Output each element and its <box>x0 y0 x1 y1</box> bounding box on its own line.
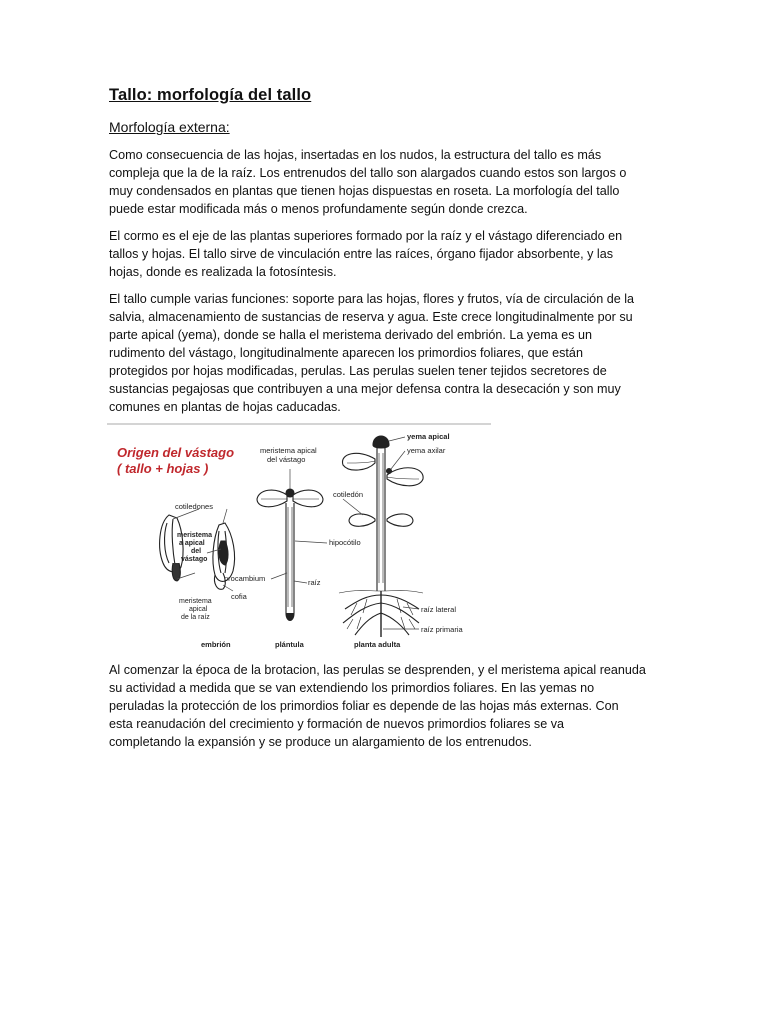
label-meristema-apical-vastago-1: meristema <box>177 532 213 539</box>
label-raiz-lateral: raíz lateral <box>421 605 457 614</box>
text-line: tallos y hojas. El tallo sirve de vinculación entre las raíces, órgano fijador absorbente, y las <box>109 247 614 261</box>
text-line: rudimento del vástago, longitudinalmente aparecen los primordios foliares, que están <box>109 346 583 360</box>
label-cofia: cofia <box>231 592 247 601</box>
label-cotiledones: cotiledones <box>175 502 213 511</box>
label-meristema-raiz-3: de la raíz <box>181 614 210 621</box>
text-line: hojas, donde es realizada la fotosíntesis. <box>109 265 337 279</box>
text-line: El cormo es el eje de las plantas superiores formado por la raíz y el vástago diferenciado en <box>109 229 623 243</box>
paragraph-4 <box>109 661 669 751</box>
caption-plantula: plántula <box>275 640 304 649</box>
seedling-drawing <box>257 489 323 621</box>
paragraph-2 <box>109 227 669 281</box>
paragraph-3 <box>109 290 669 416</box>
seedling-leader-lines <box>271 469 327 583</box>
stem-origin-figure <box>107 423 491 651</box>
stem-origin-diagram <box>107 423 491 651</box>
label-raiz: raíz <box>308 578 321 587</box>
figure-top-rule <box>107 423 491 425</box>
text-line: muy condensados en plantas que tienen hojas dispuestas en roseta. La morfología del tallo <box>109 184 620 198</box>
label-hipocotilo: hipocótilo <box>329 538 361 547</box>
label-meristema-plantula-1: meristema apical <box>260 446 317 455</box>
text-line: Al comenzar la época de la brotacion, las perulas se desprenden, y el meristema apical reanuda <box>109 663 646 677</box>
label-yema-axilar: yema axilar <box>407 446 446 455</box>
label-meristema-apical-vastago-2: a apical <box>179 540 205 547</box>
label-raiz-primaria: raíz primaria <box>421 625 463 634</box>
text-line: El tallo cumple varias funciones: soporte para las hojas, flores y frutos, vía de circulación de la <box>109 292 635 306</box>
page-title: Tallo: morfología del tallo <box>109 86 312 104</box>
label-meristema-apical-vastago-3: del <box>191 548 202 555</box>
adult-plant-drawing <box>339 436 423 637</box>
label-meristema-apical-vastago-4: vástago <box>181 556 208 563</box>
label-yema-apical: yema apical <box>407 432 450 441</box>
figure-title-line-1: Origen del vástago <box>117 445 235 460</box>
caption-planta-adulta: planta adulta <box>354 640 401 649</box>
text-line: esta reanudación del crecimiento y formación de nuevos primordios foliares se va <box>109 717 565 731</box>
label-meristema-raiz-1: meristema <box>179 598 212 605</box>
text-line: comunes en plantas de hojas caducadas. <box>109 400 341 414</box>
text-line: sustancias pegajosas que contribuyen a una mejor defensa contra la desecación y son muy <box>109 382 621 396</box>
text-line: salvia, almacenamiento de sustancias de reserva y agua. Este crece longitudinalmente por su <box>109 310 633 324</box>
section-heading: Morfología externa: <box>109 119 230 135</box>
label-meristema-plantula-2: del vástago <box>267 455 306 464</box>
caption-embrion: embrión <box>201 640 231 649</box>
figure-title-line-2: ( tallo + hojas ) <box>117 461 209 476</box>
text-line: protegidos por hojas modificadas, perulas. Las perulas suelen tener tejidos secretores de <box>109 364 607 378</box>
label-procambium: procambium <box>224 574 266 583</box>
paragraph-1 <box>109 146 669 218</box>
text-line: su actividad a medida que se van extendiendo los primordios foliares. En las yemas no <box>109 681 595 695</box>
text-line: puede estar modificada más o menos profundamente según donde crezca. <box>109 202 528 216</box>
text-line: completando la expansión y se produce un alargamiento de los entrenudos. <box>109 735 532 749</box>
text-line: Como consecuencia de las hojas, insertadas en los nudos, la estructura del tallo es más <box>109 148 602 162</box>
text-line: peruladas la protección de los primordios foliar es depende de las hojas más externas. Con <box>109 699 619 713</box>
label-cotiledon: cotiledón <box>333 490 364 499</box>
text-line: parte apical (yema), donde se halla el meristema derivado del embrión. La yema es un <box>109 328 593 342</box>
text-line: compleja que la de la raíz. Los entrenudos del tallo son alargados cuando estos son largos o <box>109 166 627 180</box>
label-meristema-raiz-2: apical <box>189 606 208 613</box>
